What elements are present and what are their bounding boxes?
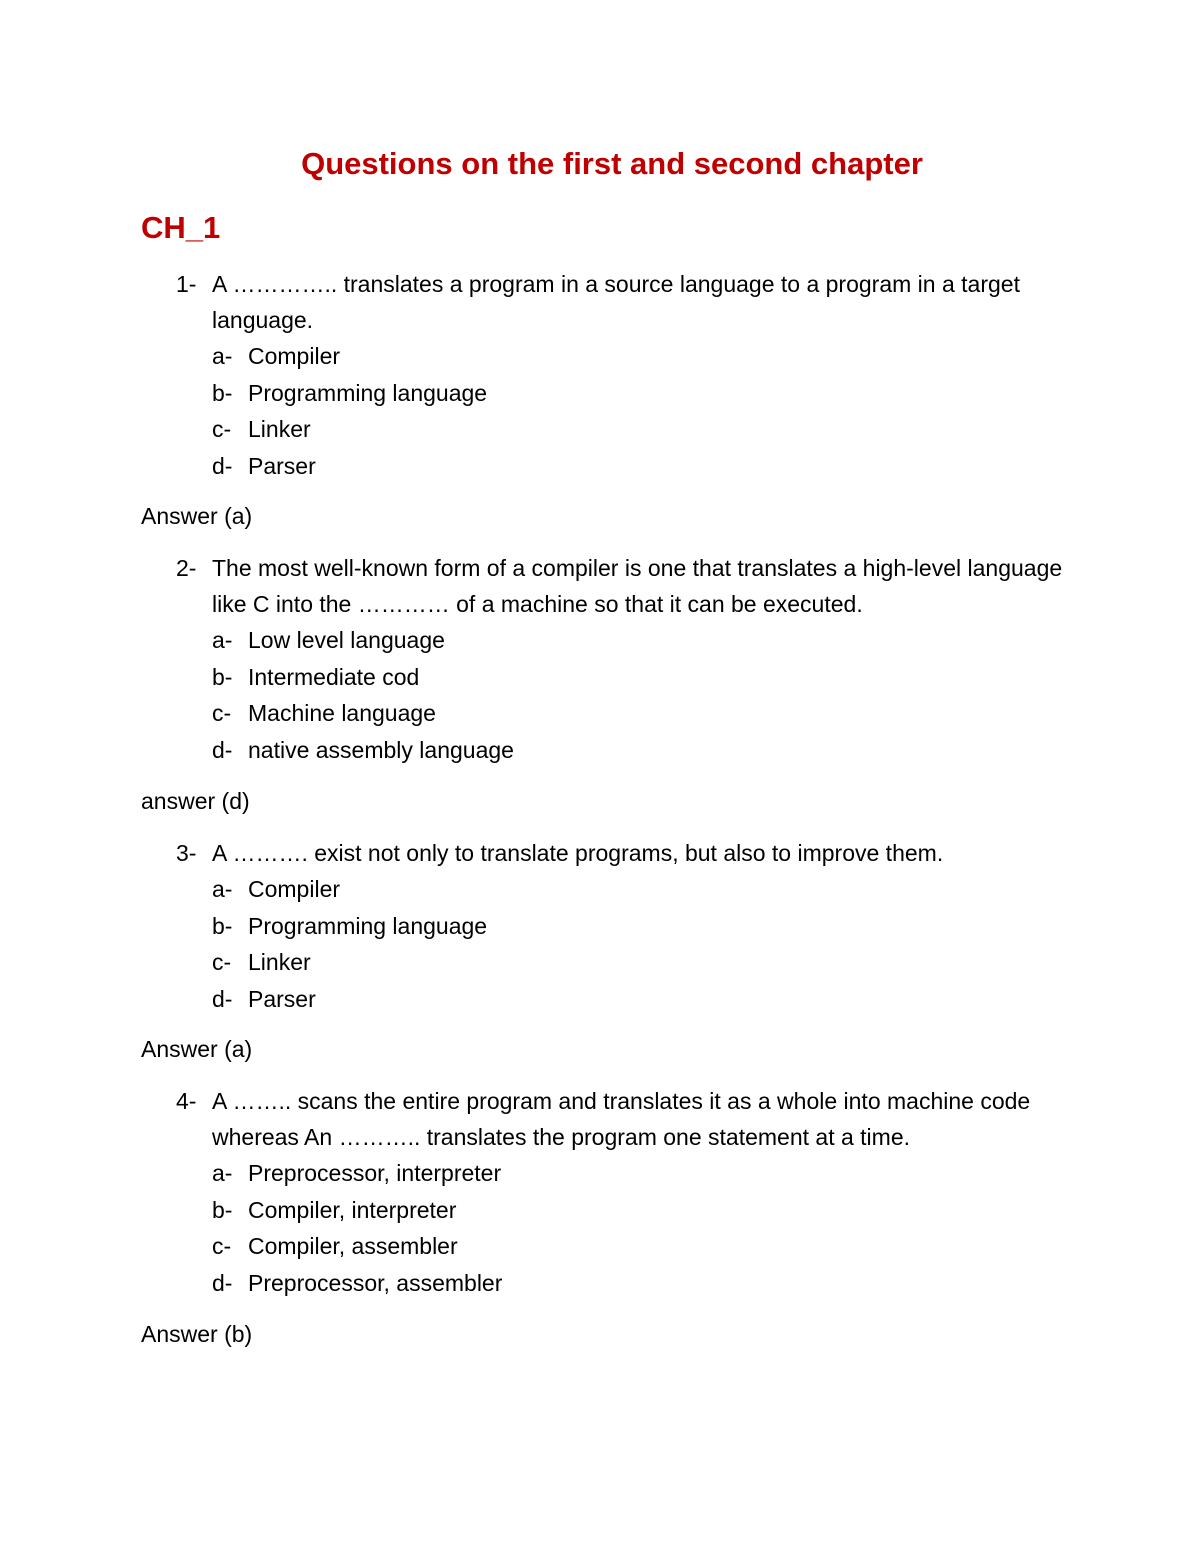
question-line [176, 550, 1076, 622]
option-text: Parser [248, 452, 316, 479]
option-item [176, 871, 1076, 908]
option-label: c- [212, 700, 232, 726]
question-text: A ………. exist not only to translate programs, but also to improve them. [212, 840, 944, 866]
option-label: b- [212, 912, 233, 939]
option-list [176, 871, 1076, 1017]
option-item [176, 908, 1076, 945]
question-line [176, 1083, 1076, 1155]
option-label: d- [212, 452, 233, 479]
option-item [176, 1228, 1076, 1265]
question-text: A …….. scans the entire program and translates it as a whole into machine code whereas An ……….. translates the program one statement at a time. [212, 1088, 1031, 1150]
option-text: native assembly language [248, 736, 514, 763]
option-label: d- [212, 736, 233, 763]
question-number: 1- [176, 271, 197, 297]
answer-3: Answer (a) [141, 1036, 253, 1062]
option-item [176, 1265, 1076, 1302]
option-label: b- [212, 1196, 233, 1223]
question-2 [176, 550, 1076, 768]
option-item [176, 622, 1076, 659]
option-text: Preprocessor, interpreter [248, 1160, 502, 1186]
answer-4: Answer (b) [141, 1321, 253, 1347]
option-text: Programming language [248, 379, 488, 406]
option-label: a- [212, 876, 233, 902]
option-item [176, 732, 1076, 769]
option-text: Linker [248, 416, 311, 442]
option-item [176, 659, 1076, 696]
question-line [176, 835, 1076, 871]
question-line [176, 266, 1076, 338]
option-item [176, 1192, 1076, 1229]
question-4 [176, 1083, 1076, 1301]
option-item [176, 944, 1076, 981]
question-number: 2- [176, 555, 197, 581]
question-1 [176, 266, 1076, 484]
question-text: A ………….. translates a program in a source language to a program in a target language. [212, 271, 1020, 333]
option-label: a- [212, 627, 233, 653]
option-label: d- [212, 985, 233, 1012]
option-item [176, 1155, 1076, 1192]
option-text: Compiler, assembler [248, 1233, 458, 1259]
option-list [176, 1155, 1076, 1301]
option-text: Compiler, interpreter [248, 1196, 457, 1223]
answer-1: Answer (a) [141, 503, 253, 529]
option-list [176, 338, 1076, 484]
option-item [176, 338, 1076, 375]
option-item [176, 375, 1076, 412]
option-text: Machine language [248, 700, 436, 726]
option-label: c- [212, 949, 232, 975]
option-text: Intermediate cod [248, 663, 420, 690]
option-text: Preprocessor, assembler [248, 1269, 503, 1296]
option-label: a- [212, 1160, 233, 1186]
option-label: b- [212, 663, 233, 690]
option-text: Compiler [248, 343, 341, 369]
option-item [176, 411, 1076, 448]
option-text: Compiler [248, 876, 341, 902]
option-label: a- [212, 343, 233, 369]
answer-2: answer (d) [141, 788, 250, 814]
option-text: Programming language [248, 912, 488, 939]
option-text: Low level language [248, 627, 445, 653]
option-label: d- [212, 1269, 233, 1296]
question-text: The most well-known form of a compiler is one that translates a high-level language like C into the ………… of a machine so that it can be executed. [212, 555, 1063, 617]
option-item [176, 448, 1076, 485]
option-item [176, 981, 1076, 1018]
option-text: Parser [248, 985, 316, 1012]
question-3 [176, 835, 1076, 1017]
chapter-heading: CH_1 [141, 210, 221, 245]
option-text: Linker [248, 949, 311, 975]
document-title: Questions on the first and second chapter [301, 146, 923, 181]
option-label: c- [212, 1233, 232, 1259]
option-label: b- [212, 379, 233, 406]
question-number: 4- [176, 1088, 197, 1114]
option-label: c- [212, 416, 232, 442]
question-number: 3- [176, 840, 197, 866]
option-item [176, 695, 1076, 732]
option-list [176, 622, 1076, 768]
